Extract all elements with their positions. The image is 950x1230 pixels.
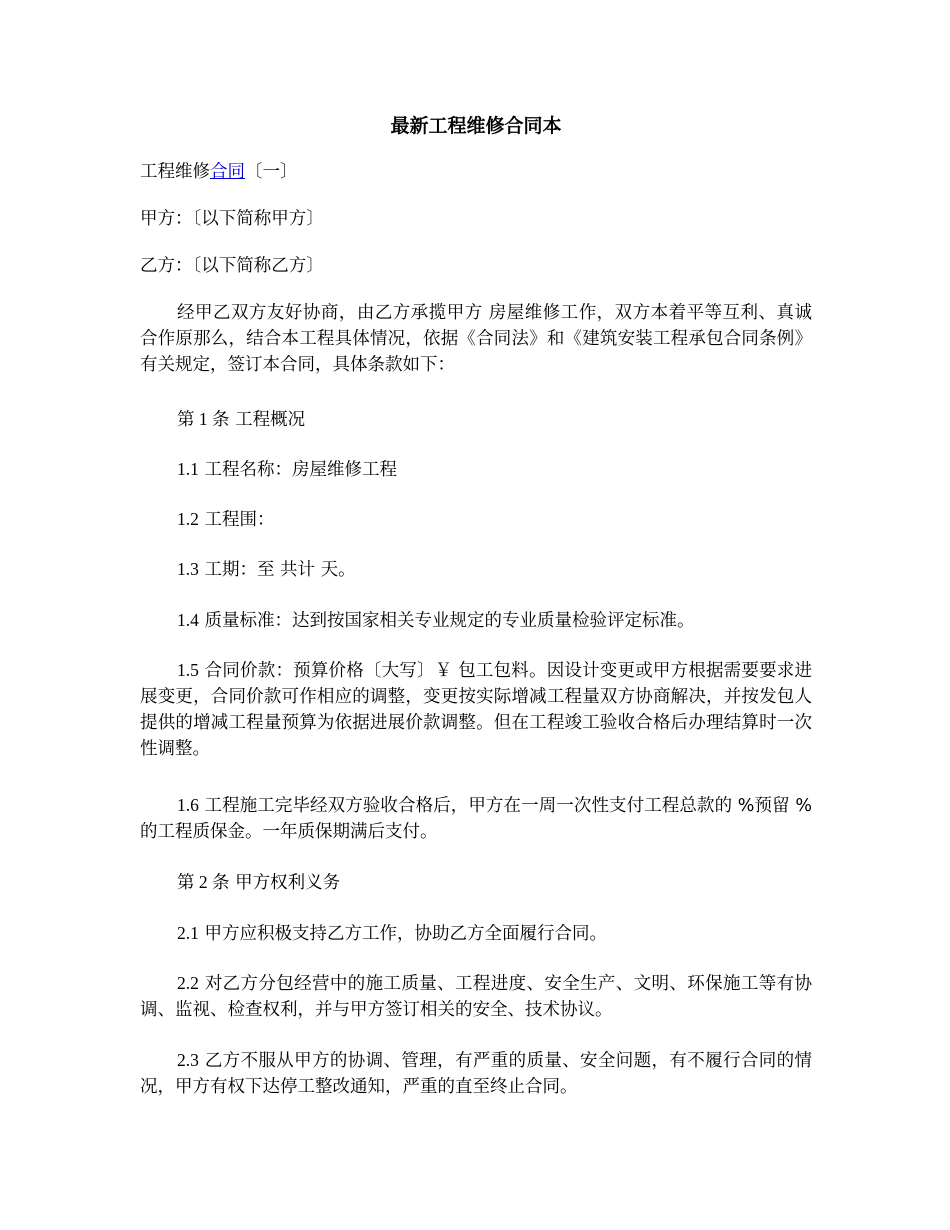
- clause-text: 工程围：: [204, 510, 275, 530]
- clause-number: 1.6: [177, 795, 199, 815]
- contract-link[interactable]: 合同: [210, 162, 245, 182]
- clause-2-1: [140, 920, 812, 947]
- clause-text: 甲方应积极支持乙方工作，协助乙方全面履行合同。: [204, 924, 607, 944]
- clause-2-3: [140, 1047, 812, 1100]
- article-1-number: 第 1 条: [177, 409, 230, 429]
- clause-number: 1.3: [177, 559, 199, 579]
- clause-number: 2.1: [177, 923, 199, 943]
- clause-text: 乙方不服从甲方的协调、管理，有严重的质量、安全问题，有不履行合同的情况，甲方有权下达停工整改通知，严重的直至终止合同。: [140, 1051, 812, 1097]
- article-2-number: 第 2 条: [177, 872, 230, 892]
- clause-text: 工期：至 共计 天。: [204, 560, 356, 580]
- heading-prefix: 工程维修: [140, 162, 210, 182]
- clause-1-4: [140, 607, 812, 634]
- clause-1-1: [140, 456, 812, 483]
- clause-number: 1.4: [177, 610, 199, 630]
- contract-heading: [140, 159, 812, 185]
- clause-text: 对乙方分包经营中的施工质量、工程进度、安全生产、文明、环保施工等有协调、监视、检查权利，并与甲方签订相关的安全、技术协议。: [140, 974, 812, 1020]
- clause-text: 工程名称：房屋维修工程: [204, 460, 397, 480]
- heading-suffix: 〔一〕: [245, 162, 298, 182]
- article-1-heading: [140, 406, 812, 433]
- clause-number: 1.2: [177, 509, 199, 529]
- clause-number: 2.3: [177, 1050, 199, 1070]
- clause-number: 2.2: [177, 973, 199, 993]
- article-1-title: 工程概况: [235, 410, 306, 430]
- intro-paragraph: 经甲乙双方友好协商，由乙方承揽甲方 房屋维修工作，双方本着平等互利、真诚合作原那么，结合本工程具体情况，依据《合同法》和《建筑安装工程承包合同条例》有关规定，签订本合同，具体条款如下：: [140, 303, 812, 375]
- clause-1-3: [140, 556, 812, 583]
- article-2-heading: [140, 869, 812, 896]
- clause-1-5: [140, 657, 812, 762]
- clause-text: 合同价款：预算价格〔大写〕￥ 包工包料。因设计变更或甲方根据需要要求进展变更，合同价款可作相应的调整，变更按实际增减工程量双方协商解决，并按发包人提供的增减工程量预算为依据进展价款调整。但在工程竣工验收合格后办理结算时一次性调整。: [140, 661, 812, 759]
- clause-text: 质量标准：达到按国家相关专业规定的专业质量检验评定标准。: [204, 611, 695, 631]
- clause-number: 1.5: [177, 660, 199, 680]
- party-b-line: 乙方：〔以下简称乙方〕: [140, 256, 324, 276]
- article-2-title: 甲方权利义务: [235, 873, 341, 893]
- document-title: 最新工程维修合同本: [390, 115, 562, 137]
- clause-number: 1.1: [177, 459, 199, 479]
- clause-text: 工程施工完毕经双方验收合格后，甲方在一周一次性支付工程总款的 %预留 %的工程质保金。一年质保期满后支付。: [140, 796, 812, 842]
- party-a-line: 甲方：〔以下简称甲方〕: [140, 209, 324, 229]
- clause-2-2: [140, 970, 812, 1023]
- clause-1-6: [140, 792, 812, 845]
- clause-1-2: [140, 506, 812, 533]
